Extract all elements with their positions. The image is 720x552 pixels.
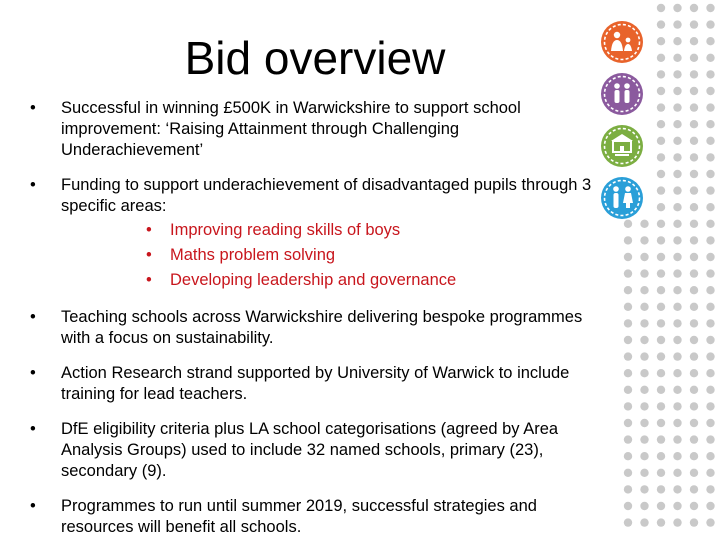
- decorative-dot: [706, 386, 714, 394]
- decorative-dot: [624, 236, 632, 244]
- decorative-dot: [657, 253, 665, 261]
- decorative-dot: [673, 103, 681, 111]
- decorative-dot: [657, 186, 665, 194]
- decorative-dot: [624, 253, 632, 261]
- decorative-dot: [657, 103, 665, 111]
- decorative-dot: [624, 303, 632, 311]
- decorative-dot: [657, 452, 665, 460]
- decorative-dot: [640, 469, 648, 477]
- decorative-dot: [673, 402, 681, 410]
- bullet-item: [28, 307, 596, 349]
- decorative-dot: [657, 435, 665, 443]
- decorative-dot: [657, 303, 665, 311]
- decorative-dot: [673, 303, 681, 311]
- decorative-dot: [673, 170, 681, 178]
- sub-bullet-text: Improving reading skills of boys: [170, 221, 401, 239]
- decorative-dot: [624, 452, 632, 460]
- decorative-dot: [673, 419, 681, 427]
- decorative-dot: [690, 120, 698, 128]
- decorative-dot: [657, 170, 665, 178]
- decorative-dot: [657, 286, 665, 294]
- decorative-dot: [706, 319, 714, 327]
- decorative-dot: [706, 352, 714, 360]
- decorative-dot: [706, 236, 714, 244]
- decorative-dot: [640, 269, 648, 277]
- decorative-dot: [706, 303, 714, 311]
- decorative-dot: [690, 103, 698, 111]
- bullet-marker: •: [30, 497, 36, 515]
- decorative-dot: [657, 502, 665, 510]
- sub-bullet-item: [28, 268, 596, 293]
- decorative-dot: [706, 4, 714, 12]
- decorative-dot: [706, 170, 714, 178]
- decorative-dot: [624, 435, 632, 443]
- decorative-dot: [690, 269, 698, 277]
- decorative-dot: [657, 37, 665, 45]
- bullet-text: Successful in winning £500K in Warwickshire to support school improvement: ‘Raising Attainment through Challenging Underachievement’: [61, 99, 521, 159]
- decorative-dot: [673, 4, 681, 12]
- people-purple-icon: [598, 70, 646, 118]
- decorative-dot: [640, 502, 648, 510]
- bullet-text: Action Research strand supported by University of Warwick to include training for lead teachers.: [61, 364, 570, 403]
- sub-bullet-marker: •: [146, 246, 152, 264]
- decorative-dot: [690, 20, 698, 28]
- decorative-dot: [690, 369, 698, 377]
- decorative-dot: [690, 485, 698, 493]
- decorative-dot: [624, 419, 632, 427]
- decorative-dot: [640, 319, 648, 327]
- decorative-dot: [673, 452, 681, 460]
- decorative-dot: [690, 4, 698, 12]
- decorative-dot: [640, 386, 648, 394]
- decorative-dot: [657, 336, 665, 344]
- decorative-dot: [673, 153, 681, 161]
- decorative-dot: [706, 469, 714, 477]
- bullet-text: Teaching schools across Warwickshire delivering bespoke programmes with a focus on sustainability.: [61, 308, 583, 347]
- decorative-dot: [657, 319, 665, 327]
- decorative-dot: [706, 103, 714, 111]
- sub-bullet-list: [28, 218, 596, 293]
- decorative-dot: [706, 336, 714, 344]
- decorative-dot: [657, 369, 665, 377]
- decorative-dot: [690, 170, 698, 178]
- decorative-dot: [706, 253, 714, 261]
- decorative-dot: [624, 352, 632, 360]
- bullet-item: [28, 363, 596, 405]
- sub-bullet-text: Developing leadership and governance: [170, 271, 457, 289]
- decorative-dot: [690, 502, 698, 510]
- decorative-dot: [690, 386, 698, 394]
- decorative-dot: [657, 402, 665, 410]
- decorative-dot: [690, 54, 698, 62]
- decorative-dot: [640, 485, 648, 493]
- decorative-dot: [690, 236, 698, 244]
- decorative-dot: [673, 286, 681, 294]
- decorative-dot: [706, 153, 714, 161]
- decorative-dot: [624, 369, 632, 377]
- decorative-dot: [640, 236, 648, 244]
- decorative-dot: [624, 518, 632, 526]
- decorative-dot: [624, 286, 632, 294]
- decorative-dot: [690, 435, 698, 443]
- decorative-dot: [624, 469, 632, 477]
- decorative-dot: [657, 269, 665, 277]
- decorative-dot: [690, 402, 698, 410]
- decorative-dot: [706, 369, 714, 377]
- decorative-dot: [673, 70, 681, 78]
- family-orange-icon: [598, 18, 646, 66]
- bullet-marker: •: [30, 420, 36, 438]
- decorative-dot: [624, 502, 632, 510]
- decorative-dot: [706, 402, 714, 410]
- decorative-dot: [624, 336, 632, 344]
- decorative-dot: [706, 137, 714, 145]
- decorative-dot: [706, 485, 714, 493]
- decorative-dot: [673, 236, 681, 244]
- decorative-dot: [657, 20, 665, 28]
- decorative-dot: [673, 37, 681, 45]
- decorative-dot: [690, 37, 698, 45]
- decorative-dot: [706, 435, 714, 443]
- decorative-dot: [673, 502, 681, 510]
- decorative-dot: [673, 87, 681, 95]
- decorative-dot: [690, 452, 698, 460]
- bullet-item: [28, 175, 596, 293]
- decorative-dot: [673, 435, 681, 443]
- decorative-dot: [673, 220, 681, 228]
- sub-bullet-text: Maths problem solving: [170, 246, 336, 264]
- decorative-dot: [690, 352, 698, 360]
- decorative-dot: [706, 54, 714, 62]
- bullet-item: [28, 496, 596, 538]
- sub-bullet-item: [28, 218, 596, 243]
- decorative-dot: [690, 303, 698, 311]
- decorative-dot: [673, 269, 681, 277]
- bullet-list: [28, 98, 596, 552]
- decorative-dot: [673, 352, 681, 360]
- decorative-dot: [673, 386, 681, 394]
- decorative-dot: [706, 518, 714, 526]
- decorative-dot: [690, 286, 698, 294]
- decorative-dot: [690, 70, 698, 78]
- decorative-dot: [690, 319, 698, 327]
- decorative-dot: [640, 402, 648, 410]
- couple-blue-icon: [598, 174, 646, 222]
- bullet-marker: •: [30, 99, 36, 117]
- decorative-dot: [624, 319, 632, 327]
- slide-title: Bid overview: [184, 32, 446, 84]
- decorative-dot: [640, 286, 648, 294]
- decorative-dot: [690, 336, 698, 344]
- decorative-dot: [673, 186, 681, 194]
- decorative-dot: [640, 452, 648, 460]
- decorative-dot: [706, 70, 714, 78]
- decorative-dot: [657, 137, 665, 145]
- decorative-dot: [706, 502, 714, 510]
- decorative-dot: [657, 386, 665, 394]
- decorative-dot: [706, 452, 714, 460]
- decorative-dot: [657, 419, 665, 427]
- decorative-dot: [657, 352, 665, 360]
- decorative-dot: [706, 419, 714, 427]
- decorative-dot: [640, 352, 648, 360]
- decorative-dot: [706, 220, 714, 228]
- decorative-dot: [624, 485, 632, 493]
- decorative-dot: [690, 469, 698, 477]
- decorative-dot: [690, 220, 698, 228]
- bullet-marker: •: [30, 308, 36, 326]
- decorative-dot: [673, 319, 681, 327]
- school-green-icon: [598, 122, 646, 170]
- decorative-dot: [673, 120, 681, 128]
- decorative-dot: [673, 336, 681, 344]
- decorative-dot: [690, 87, 698, 95]
- decorative-dot: [673, 137, 681, 145]
- decorative-dot: [690, 137, 698, 145]
- decorative-dot: [673, 253, 681, 261]
- decorative-dot: [657, 469, 665, 477]
- decorative-dot: [657, 203, 665, 211]
- bullet-text: DfE eligibility criteria plus LA school categorisations (agreed by Area Analysis Groups) used to include 32 named schools, primary (23), secondary (9).: [61, 420, 559, 480]
- decorative-dot: [640, 369, 648, 377]
- decorative-dot: [657, 220, 665, 228]
- decorative-dot: [624, 402, 632, 410]
- sub-bullet-item: [28, 243, 596, 268]
- decorative-dot: [657, 4, 665, 12]
- bullet-marker: •: [30, 364, 36, 382]
- decorative-dot: [690, 253, 698, 261]
- decorative-dot: [640, 303, 648, 311]
- decorative-dot: [657, 153, 665, 161]
- decorative-dot: [673, 20, 681, 28]
- sub-bullet-marker: •: [146, 221, 152, 239]
- bullet-marker: •: [30, 176, 36, 194]
- decorative-dot: [690, 153, 698, 161]
- decorative-dot: [657, 485, 665, 493]
- decorative-dot: [706, 286, 714, 294]
- bullet-text: Programmes to run until summer 2019, successful strategies and resources will benefit all schools.: [61, 497, 537, 536]
- decorative-dot: [640, 253, 648, 261]
- decorative-dot: [706, 186, 714, 194]
- bullet-text: Funding to support underachievement of disadvantaged pupils through 3 specific areas:: [61, 176, 592, 215]
- bullet-item: [28, 98, 596, 161]
- decorative-dot: [690, 186, 698, 194]
- decorative-dot: [640, 435, 648, 443]
- decorative-dot: [706, 37, 714, 45]
- decorative-dot: [673, 485, 681, 493]
- decorative-dot: [657, 518, 665, 526]
- decorative-dot: [673, 469, 681, 477]
- decorative-dot: [706, 120, 714, 128]
- decorative-dot: [640, 419, 648, 427]
- decorative-dot: [657, 236, 665, 244]
- decorative-dot: [706, 87, 714, 95]
- decorative-dot: [624, 386, 632, 394]
- decorative-dot: [673, 54, 681, 62]
- decorative-dot: [657, 70, 665, 78]
- decorative-dot: [673, 369, 681, 377]
- decorative-dot: [640, 518, 648, 526]
- bullet-item: [28, 419, 596, 482]
- decorative-dot: [690, 419, 698, 427]
- decorative-dot: [673, 518, 681, 526]
- decorative-dot: [657, 54, 665, 62]
- decorative-dot: [706, 269, 714, 277]
- decorative-dot: [706, 20, 714, 28]
- decorative-dot: [640, 336, 648, 344]
- decorative-dot: [624, 269, 632, 277]
- decorative-dot: [690, 518, 698, 526]
- decorative-dot: [673, 203, 681, 211]
- decorative-dot: [690, 203, 698, 211]
- decorative-dot: [657, 87, 665, 95]
- decorative-dot: [706, 203, 714, 211]
- sub-bullet-marker: •: [146, 271, 152, 289]
- decorative-dot: [657, 120, 665, 128]
